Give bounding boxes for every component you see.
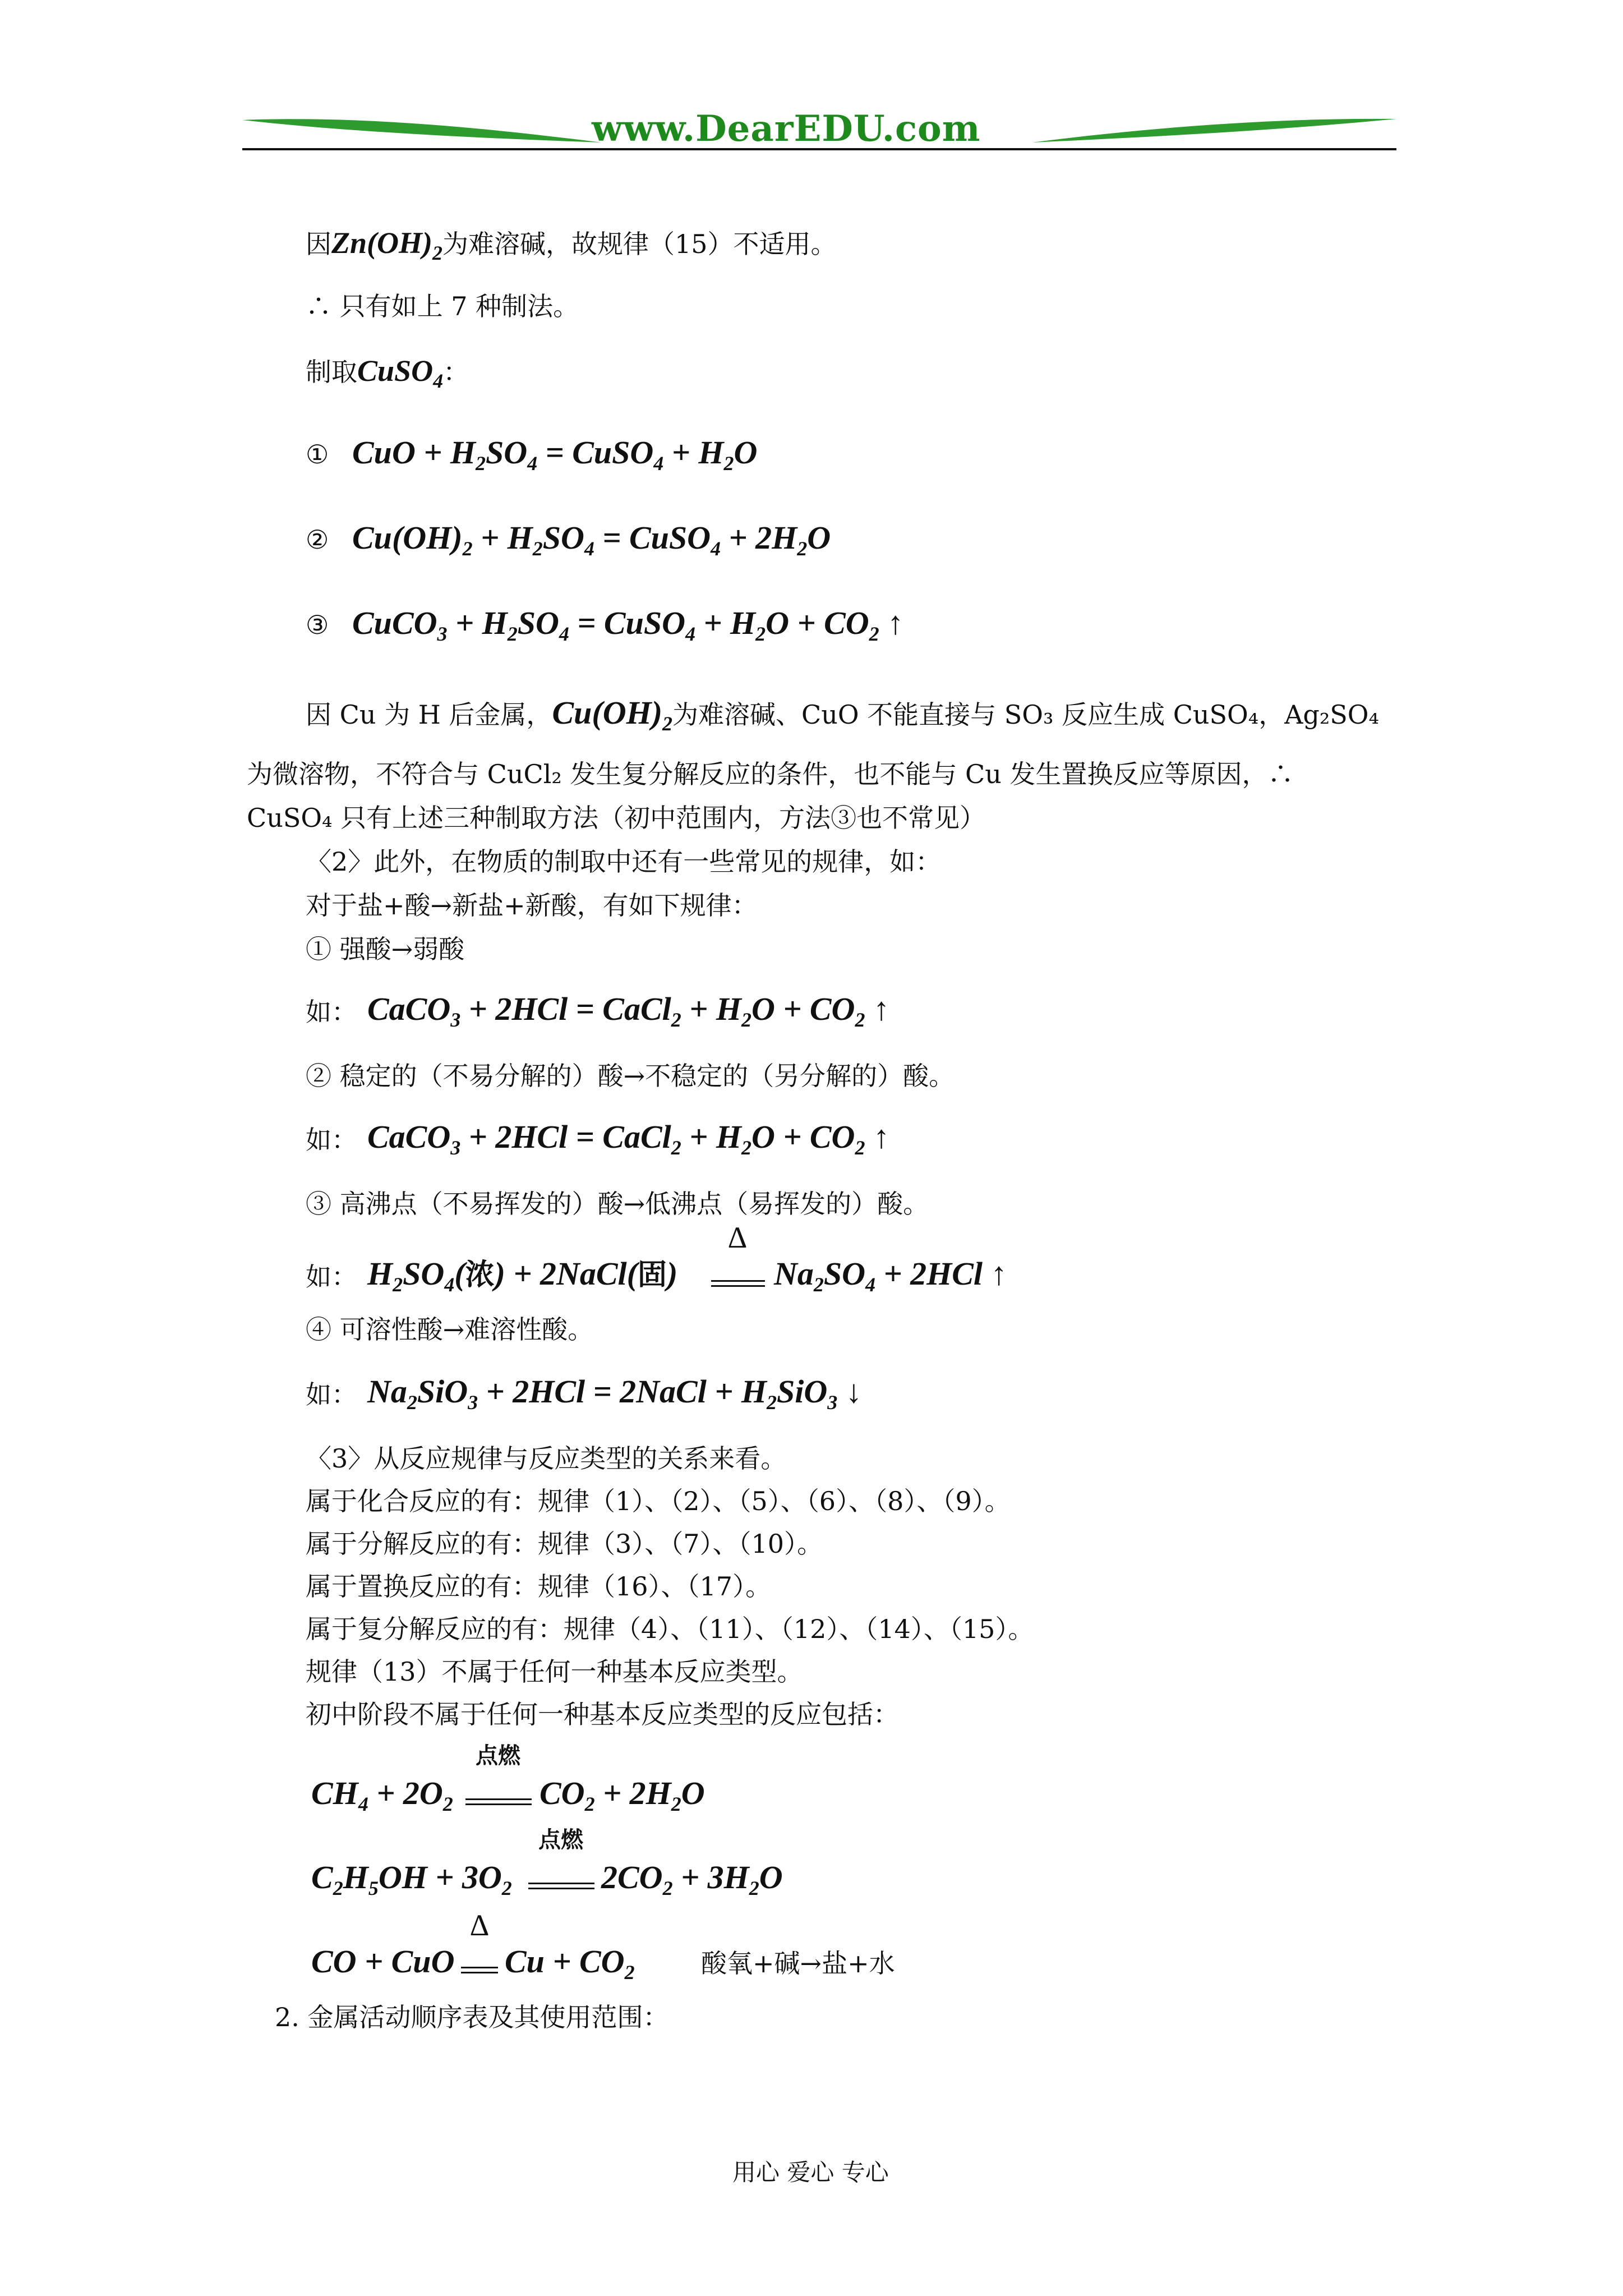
example-label-3: 如： xyxy=(306,1262,357,1292)
example-equation-3: $H_2SO_4$(浓) + 2NaCl(固) xyxy=(367,1255,678,1296)
ignite-condition-2: 点燃 xyxy=(538,1827,583,1853)
formula-cuso4: CuSO$_4$ xyxy=(357,354,444,392)
header-swoosh-right xyxy=(1032,110,1396,149)
example-equation-3-products: $Na_2SO_4 + 2HCl$ ↑ xyxy=(774,1255,1007,1296)
rule-2: ② 稳定的（不易分解的）酸→不稳定的（另分解的）酸。 xyxy=(306,1061,955,1091)
heat-condition-1: Δ xyxy=(727,1221,748,1254)
example-equation-4: $Na_2SiO_3 + 2HCl$ = 2NaCl + $H_2SiO_3$ ↓ xyxy=(367,1373,862,1414)
paragraph-line-3: CuSO₄ 只有上述三种制取方法（初中范围内，方法③也不常见） xyxy=(247,803,986,833)
type-none: 规律（13）不属于任何一种基本反应类型。 xyxy=(306,1657,803,1687)
footer-slogan: 用心 爱心 专心 xyxy=(732,2159,889,2186)
equation-ch4-products: $CO_2 + 2H_2O$ xyxy=(540,1775,705,1815)
example-label-4: 如： xyxy=(306,1379,357,1410)
header-swoosh-left xyxy=(242,110,601,149)
equation-ethanol: $C_2H_5OH + 3O_2$ xyxy=(311,1859,512,1899)
header-rule xyxy=(242,148,1396,150)
equation-ch4: $CH_4 + 2O_2$ xyxy=(311,1775,453,1815)
condition-equals-4 xyxy=(461,1967,498,1973)
type-combination: 属于化合反应的有：规律（1）、（2）、（5）、（6）、（8）、（9）。 xyxy=(306,1486,1011,1516)
solid-label: 固 xyxy=(638,1258,667,1292)
heat-condition-2: Δ xyxy=(469,1908,490,1942)
paragraph-line-2: 为微溶物，不符合与 CuCl₂ 发生复分解反应的条件，也不能与 Cu 发生置换反应等原因，∴ xyxy=(247,759,1294,789)
salt-acid-rule: 对于盐+酸→新盐+新酸，有如下规律： xyxy=(306,890,758,921)
rule-1: ① 强酸→弱酸 xyxy=(306,934,465,964)
text: 因 xyxy=(306,229,331,259)
type-decomposition: 属于分解反应的有：规律（3）、（7）、（10）。 xyxy=(306,1529,823,1559)
formula-znoh2: $Zn(OH)_2$ xyxy=(331,226,442,264)
type-double-decomposition: 属于复分解反应的有：规律（4）、（11）、（12）、（14）、（15）。 xyxy=(306,1614,1034,1644)
text: 因 Cu 为 H 后金属， xyxy=(306,700,552,730)
equation-co-cuo-products: $Cu + CO_2$ xyxy=(505,1943,635,1984)
example-label-2: 如： xyxy=(306,1125,357,1155)
eq-marker-1: ① xyxy=(306,439,329,470)
equation-co-cuo: CO + CuO xyxy=(311,1943,455,1980)
example-equation-1: CaCO$_3$ + 2HCl = CaCl$_2$ + $H_2O + CO_2$ ↑ xyxy=(367,991,889,1031)
example-label-1: 如： xyxy=(306,997,357,1027)
formula-cuoh2: $Cu(OH)_2$ xyxy=(552,694,673,735)
site-logo: www.DearEDU.com xyxy=(592,108,981,150)
equation-3: CuCO$_3$ + $H_2SO_4$ = CuSO$_4$ + $H_2O + CO_2$ ↑ xyxy=(352,605,904,645)
condition-equals-3 xyxy=(528,1883,594,1889)
equation-2: $Cu(OH)_2 + H_2SO_4$ = CuSO$_4$ + $2H_2O$ xyxy=(352,519,831,560)
line-znoh2 xyxy=(306,223,837,263)
text: 制取 xyxy=(306,357,357,387)
text: 为难溶碱，故规律（15）不适用。 xyxy=(442,229,837,259)
section-metal-activity: 2. 金属活动顺序表及其使用范围： xyxy=(275,2002,669,2032)
equation-1: CuO + $H_2SO_4$ = CuSO$_4$ + $H_2O$ xyxy=(352,434,758,475)
example-equation-2: CaCO$_3$ + 2HCl = CaCl$_2$ + $H_2O + CO_2$ ↑ xyxy=(367,1119,889,1159)
equation-ethanol-products: $2CO_2 + 3H_2O$ xyxy=(601,1859,783,1899)
eq-marker-3: ③ xyxy=(306,610,329,640)
rule-3: ③ 高沸点（不易挥发的）酸→低沸点（易挥发的）酸。 xyxy=(306,1189,929,1219)
acid-oxide-base-rule: 酸氧+碱→盐+水 xyxy=(701,1948,895,1978)
line-seven-methods: ∴ 只有如上 7 种制法。 xyxy=(306,291,579,321)
eq-marker-2: ② xyxy=(306,524,329,555)
type-none-intro: 初中阶段不属于任何一种基本反应类型的反应包括： xyxy=(306,1699,899,1729)
text: 为难溶碱、CuO 不能直接与 SO₃ 反应生成 CuSO₄，Ag₂SO₄ xyxy=(672,700,1379,730)
ignite-condition-1: 点燃 xyxy=(476,1743,520,1769)
condition-equals-1 xyxy=(711,1280,765,1287)
concentrated-label: 浓 xyxy=(465,1258,495,1292)
condition-equals-2 xyxy=(465,1798,532,1805)
line-make-cuso4 xyxy=(306,351,469,390)
section-3-heading: 〈3〉从反应规律与反应类型的关系来看。 xyxy=(306,1443,787,1474)
paragraph-line-1 xyxy=(306,693,1379,733)
rule-4: ④ 可溶性酸→难溶性酸。 xyxy=(306,1314,594,1345)
text: ： xyxy=(443,357,469,387)
type-displacement: 属于置换反应的有：规律（16）、（17）。 xyxy=(306,1571,772,1602)
section-2-heading: 〈2〉此外，在物质的制取中还有一些常见的规律，如： xyxy=(306,846,942,877)
